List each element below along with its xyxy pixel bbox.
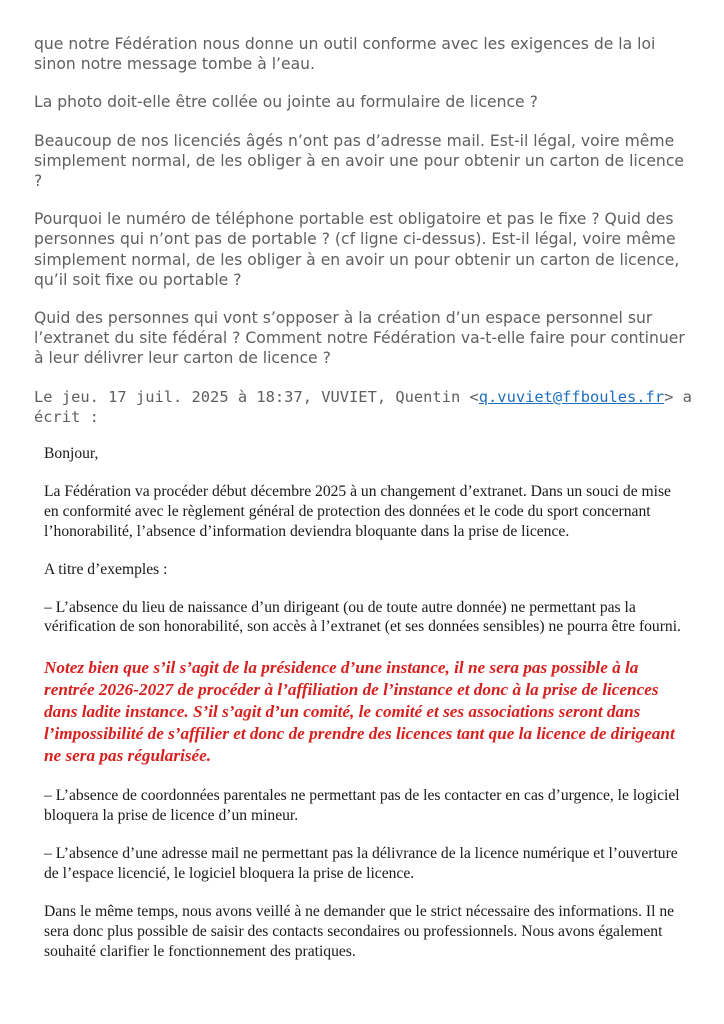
- sender-email-link[interactable]: q.vuviet@ffboules.fr: [478, 387, 665, 406]
- warning-notice: Notez bien que s’il s’agit de la présidence d’une instance, il ne sera pas possible à la rentrée 2026-2027 de procéder à l’affiliation de l’instance et donc à la prise de licences dans ladite instance. S’il s’agit d’un comité, le comité et ses associations seront dans l’impossibilité de s’affilier et donc de prendre des licences tant que la licence de dirigeant ne sera pas régularisée.: [44, 658, 675, 765]
- quote-attribution: [34, 387, 694, 427]
- previous-paragraph-5: Quid des personnes qui vont s’opposer à la création d’un espace personnel sur l’extranet du site fédéral ? Comment notre Fédération va-t-elle faire pour continuer à leur délivrer leur carton de licence ?: [34, 309, 685, 368]
- example-birthplace: – L’absence du lieu de naissance d’un dirigeant (ou de toute autre donnée) ne permettant pas la vérification de son honorabilité, son accès à l’extranet (et ses données sensibles) ne pourra être fourni.: [44, 598, 681, 636]
- example-email-address: – L’absence d’une adresse mail ne permettant pas la délivrance de la licence numérique et l’ouverture de l’espace licencié, le logiciel bloquera la prise de licence.: [44, 845, 678, 883]
- quoted-greeting: Bonjour,: [44, 445, 99, 462]
- quoted-intro: La Fédération va procéder début décembre 2025 à un changement d’extranet. Dans un souci de mise en conformité avec le règlement général de protection des données et le code du sport concernant l’honorabilité, l’absence d’information deviendra bloquante dans la prise de licence.: [44, 482, 671, 540]
- quoted-message-body: [44, 444, 684, 980]
- example-parental-contacts: – L’absence de coordonnées parentales ne permettant pas de les contacter en cas d’urgence, le logiciel bloquera la prise de licence d’un mineur.: [44, 787, 680, 825]
- quote-attribution-prefix: Le jeu. 17 juil. 2025 à 18:37, VUVIET, Quentin <: [34, 387, 479, 406]
- quote-attribution-suffix: > a écrit :: [34, 387, 692, 426]
- previous-paragraph-2: La photo doit-elle être collée ou jointe au formulaire de licence ?: [34, 93, 538, 112]
- previous-message-body: [34, 34, 694, 445]
- previous-paragraph-4: Pourquoi le numéro de téléphone portable est obligatoire et pas le fixe ? Quid des personnes qui n’ont pas de portable ? (cf ligne ci-dessus). Est-il légal, voire même simplement normal, de les obliger à en avoir un pour obtenir un carton de licence, qu’il soit fixe ou portable ?: [34, 210, 680, 289]
- closing-paragraph: Dans le même temps, nous avons veillé à ne demander que le strict nécessaire des informations. Il ne sera donc plus possible de saisir des contacts secondaires ou professionnels. Nous avons également souhaité clarifier le fonctionnement des pratiques.: [44, 902, 675, 960]
- previous-paragraph-1: que notre Fédération nous donne un outil conforme avec les exigences de la loi sinon notre message tombe à l’eau.: [34, 35, 656, 74]
- examples-heading: A titre d’exemples :: [44, 560, 168, 578]
- previous-paragraph-3: Beaucoup de nos licenciés âgés n’ont pas d’adresse mail. Est-il légal, voire même simplement normal, de les obliger à en avoir une pour obtenir un carton de licence ?: [34, 131, 684, 191]
